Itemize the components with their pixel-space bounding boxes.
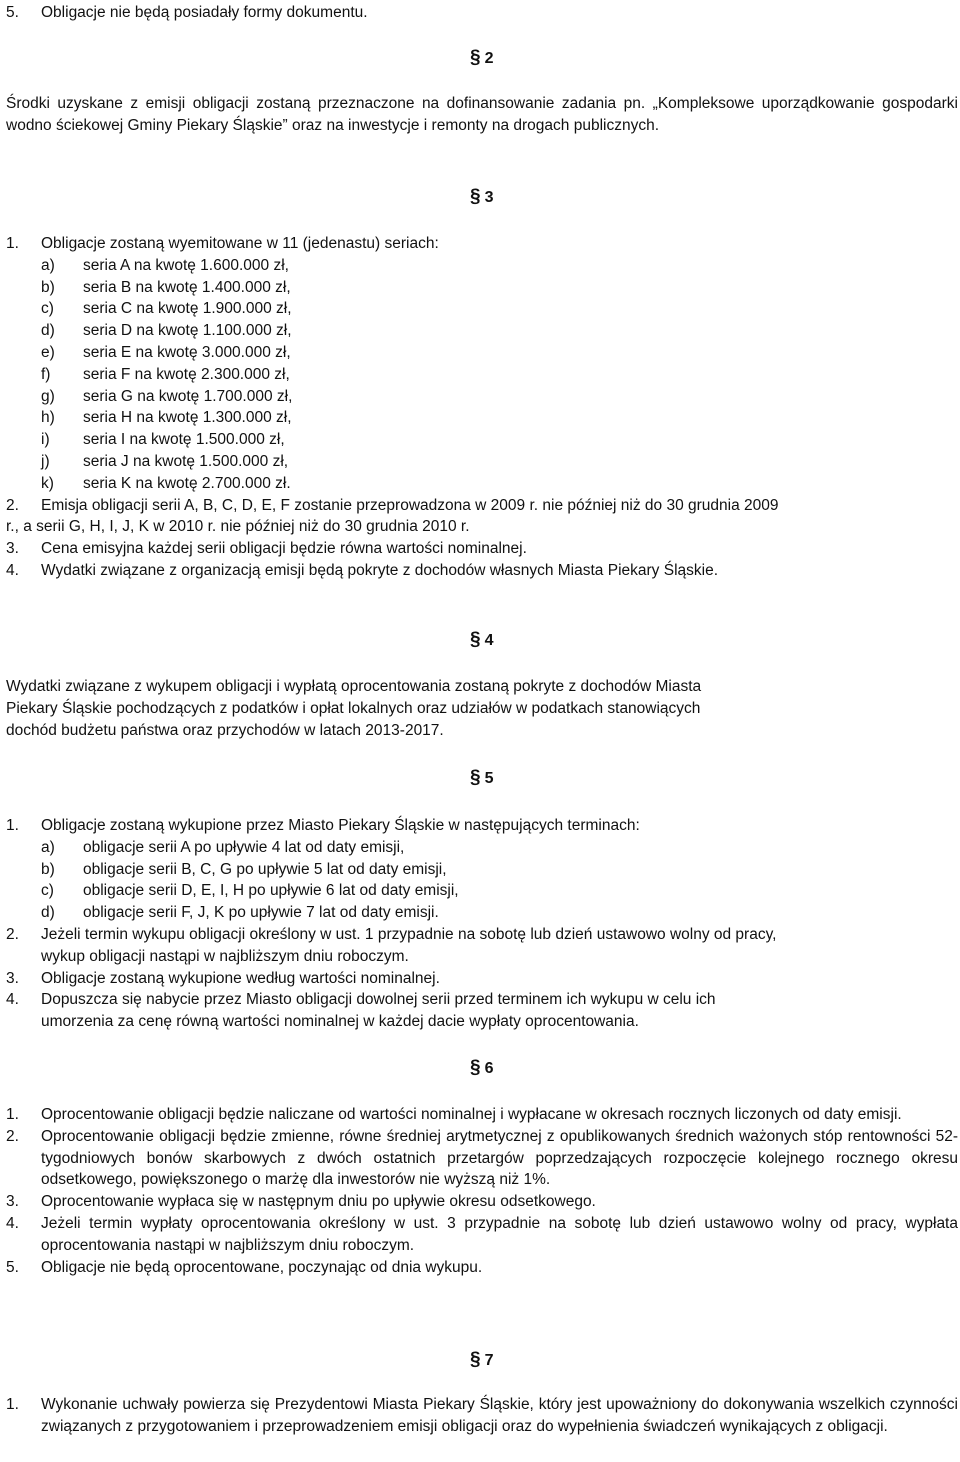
- list-item: d) seria D na kwotę 1.100.000 zł,: [41, 322, 292, 340]
- list-item: [6, 495, 958, 517]
- list-item: [6, 968, 958, 990]
- item-number: 1.: [6, 235, 19, 252]
- section-number: 4: [484, 632, 494, 649]
- item-text: Cena emisyjna każdej serii obligacji będzie równa wartości nominalnej.: [41, 540, 527, 558]
- list-item: [6, 538, 958, 560]
- list-item: [6, 233, 958, 255]
- section-5-body: [6, 815, 958, 1033]
- list-item: e) seria E na kwotę 3.000.000 zł,: [41, 343, 291, 361]
- item-number: 5.: [6, 4, 19, 21]
- section-heading-5: [470, 768, 493, 789]
- list-item: [6, 1104, 958, 1126]
- item-text: Obligacje zostaną wykupione według wartości nominalnej.: [41, 969, 440, 987]
- list-item: k) seria K na kwotę 2.700.000 zł.: [41, 474, 291, 492]
- item-number: 2.: [6, 496, 19, 514]
- item-number: 4.: [6, 561, 19, 579]
- section-number: 7: [484, 1352, 494, 1369]
- list-item: b) obligacje serii B, C, G po upływie 5 lat od daty emisji,: [41, 860, 447, 878]
- section-number: 5: [484, 770, 494, 787]
- section-3-body: [6, 233, 958, 582]
- section-symbol: §: [470, 1057, 481, 1078]
- list-item: [6, 560, 958, 582]
- item-number: 3.: [6, 1193, 19, 1211]
- list-item: [6, 1126, 958, 1191]
- paragraph-line: Piekary Śląskie pochodzących z podatków i opłat lokalnych oraz udziałów w podatkach stanowiących: [6, 699, 701, 717]
- list-item: f) seria F na kwotę 2.300.000 zł,: [41, 365, 290, 383]
- paragraph-line: dochód budżetu państwa oraz przychodów w latach 2013-2017.: [6, 721, 444, 739]
- list-item: d) obligacje serii F, J, K po upływie 7 lat od daty emisji.: [41, 904, 439, 922]
- section-6-body: [6, 1104, 958, 1278]
- section-symbol: §: [470, 1349, 481, 1370]
- item-text: Obligacje zostaną wyemitowane w 11 (jedenastu) seriach:: [41, 235, 439, 252]
- item-text: Oprocentowanie obligacji będzie zmienne, równe średniej arytmetycznej z opublikowanych średnich ważonych stóp rentowności 52-tygodniowych bonów skarbowych z dwóch ostatnich przetargów poprzedzających rozpoczęcie kolejnego rocznego okresu odsetkowego, powiększonego o marżę dla inwestorów nie wyższą niż 1%.: [41, 1127, 958, 1189]
- item-text: Obligacje nie będą oprocentowane, poczynając od dnia wykupu.: [41, 1258, 483, 1276]
- section-heading-4: [470, 630, 493, 651]
- item-text: Obligacje zostaną wykupione przez Miasto Piekary Śląskie w następujących terminach:: [41, 817, 640, 834]
- list-item: [6, 2, 958, 24]
- item-text: umorzenia za cenę równą wartości nominalnej w każdej dacie wypłaty oprocentowania.: [41, 1013, 639, 1031]
- list-item: [6, 1394, 958, 1438]
- paragraph: Środki uzyskane z emisji obligacji zostaną przeznaczone na dofinansowanie zadania pn. „Kompleksowe uporządkowanie gospodarki wodno ściekowej Gminy Piekary Śląskie” oraz na inwestycje i remonty na drogach publicznych.: [6, 95, 958, 134]
- list-item: b) seria B na kwotę 1.400.000 zł,: [41, 278, 291, 296]
- item-text: Jeżeli termin wypłaty oprocentowania określony w ust. 3 przypadnie na sobotę lub dzień ustawowo wolny od pracy, wypłata oprocentowania nastąpi w najbliższym dniu roboczym.: [41, 1214, 958, 1254]
- section-number: 2: [484, 50, 494, 67]
- item-text: Emisja obligacji serii A, B, C, D, E, F zostanie przeprowadzona w 2009 r. nie później niż do 30 grudnia 2009: [41, 496, 779, 514]
- section-number: 6: [484, 1060, 494, 1077]
- list-item: c) seria C na kwotę 1.900.000 zł,: [41, 300, 292, 318]
- item-text: Oprocentowanie wypłaca się w następnym dniu po upływie okresu odsetkowego.: [41, 1193, 596, 1211]
- item-text-continuation: r., a serii G, H, I, J, K w 2010 r. nie później niż do 30 grudnia 2010 r.: [6, 518, 470, 536]
- paragraph-line: Wydatki związane z wykupem obligacji i wypłatą oprocentowania zostaną pokryte z dochodów Miasta: [6, 678, 702, 695]
- list-item: [6, 815, 958, 837]
- item-text: Obligacje nie będą posiadały formy dokumentu.: [41, 4, 368, 21]
- item-number: 1.: [6, 817, 19, 834]
- item-number: 2.: [6, 1127, 19, 1145]
- item-text: Oprocentowanie obligacji będzie naliczane od wartości nominalnej i wypłacane w okresach rocznych liczonych od daty emisji.: [41, 1106, 902, 1123]
- section-heading-2: [470, 48, 493, 69]
- list-item: j) seria J na kwotę 1.500.000 zł,: [41, 452, 289, 470]
- term-list: [41, 837, 958, 924]
- section-heading-6: [470, 1058, 493, 1079]
- item-number: 4.: [6, 1214, 19, 1232]
- item-number: 3.: [6, 540, 19, 558]
- item-text: Wydatki związane z organizacją emisji będą pokryte z dochodów własnych Miasta Piekary Śląskie.: [41, 561, 718, 579]
- list-item: [6, 924, 958, 968]
- list-item: i) seria I na kwotę 1.500.000 zł,: [41, 431, 285, 449]
- list-item: [6, 1257, 958, 1279]
- list-item: a) seria A na kwotę 1.600.000 zł,: [41, 256, 289, 274]
- item-number: 1.: [6, 1396, 19, 1413]
- list-item: [6, 989, 958, 1033]
- item-number: 3.: [6, 969, 19, 987]
- item-number: 5.: [6, 1258, 19, 1276]
- section-symbol: §: [470, 47, 481, 68]
- section-number: 3: [484, 189, 494, 206]
- item-text: Wykonanie uchwały powierza się Prezydentowi Miasta Piekary Śląskie, który jest upoważniony do dokonywania wszelkich czynności związanych z przygotowaniem i przeprowadzeniem emisji obligacji oraz do wypełnienia świadczeń wynikających z obligacji.: [41, 1396, 958, 1435]
- list-item: h) seria H na kwotę 1.300.000 zł,: [41, 409, 292, 427]
- list-item: g) seria G na kwotę 1.700.000 zł,: [41, 387, 293, 405]
- list-item: [6, 1191, 958, 1213]
- item-number: 4.: [6, 991, 19, 1009]
- list-item: c) obligacje serii D, E, I, H po upływie 6 lat od daty emisji,: [41, 882, 459, 900]
- item-text: wykup obligacji nastąpi w najbliższym dniu roboczym.: [41, 947, 409, 965]
- section-heading-3: [470, 187, 493, 208]
- item-text: Dopuszcza się nabycie przez Miasto obligacji dowolnej serii przed terminem ich wykupu w celu ich: [41, 991, 716, 1009]
- section-symbol: §: [470, 767, 481, 788]
- section-symbol: §: [470, 186, 481, 207]
- item-number: 1.: [6, 1106, 19, 1123]
- paragraph: [6, 676, 958, 741]
- section-symbol: §: [470, 629, 481, 650]
- item-text: Jeżeli termin wykupu obligacji określony w ust. 1 przypadnie na sobotę lub dzień ustawowo wolny od pracy,: [41, 925, 777, 943]
- list-item: a) obligacje serii A po upływie 4 lat od daty emisji,: [41, 838, 405, 856]
- section-heading-7: [470, 1350, 493, 1371]
- item-number: 2.: [6, 925, 19, 943]
- list-item: [6, 1213, 958, 1257]
- section-7-body: [6, 1394, 958, 1438]
- series-list: [41, 255, 958, 495]
